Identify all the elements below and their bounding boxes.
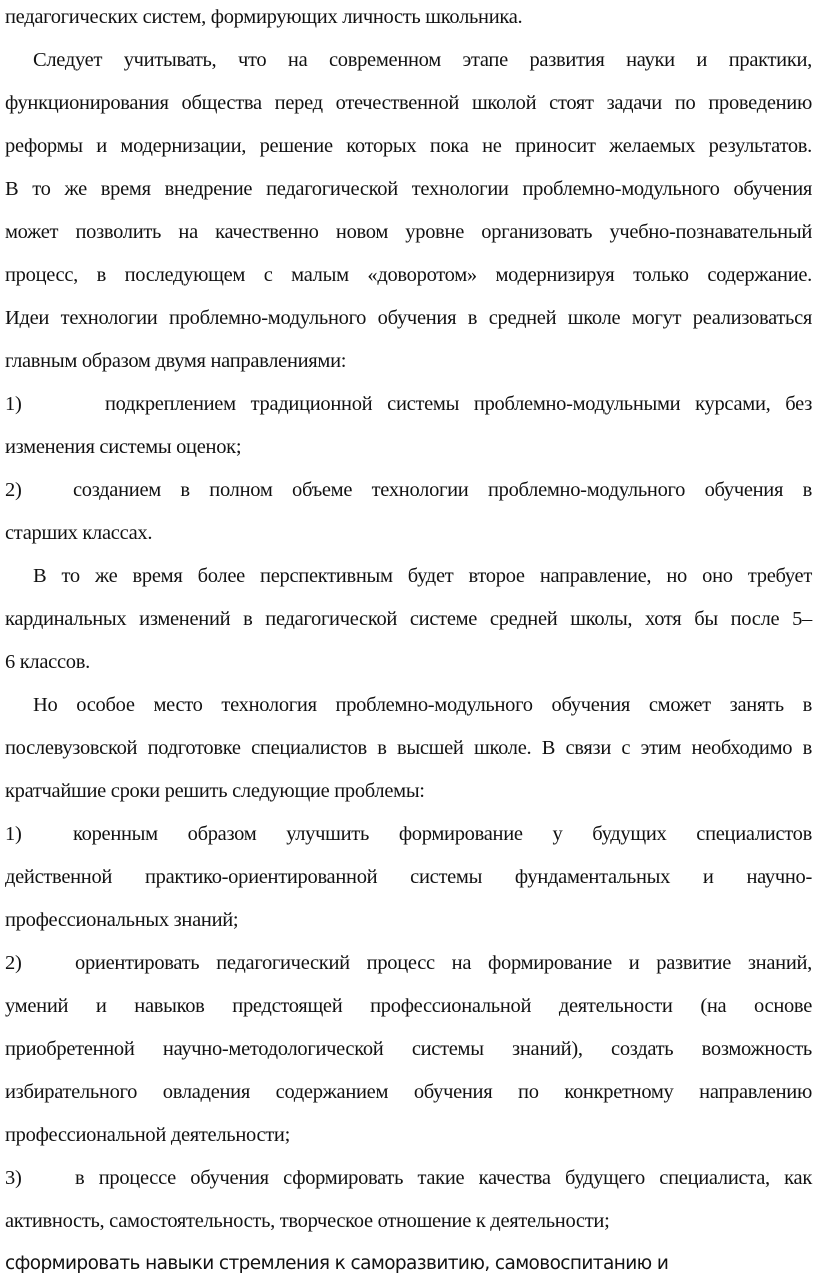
text-line: главным образом двумя направлениями: (5, 350, 347, 372)
paragraph-first-line: Но особое место технология проблемно-модульного обучения сможет занять в (33, 694, 812, 716)
text-line: 6 классов. (5, 651, 90, 673)
text-line: послевузовской подготовке специалистов в высшей школе. В связи с этим необходимо в (5, 737, 812, 759)
text-line: кратчайшие сроки решить следующие проблемы: (5, 780, 425, 802)
list-item-text: профессиональных знаний; (5, 909, 239, 931)
list-number: 1) (5, 823, 22, 845)
list-item-text: коренным образом улучшить формирование у будущих специалистов (73, 823, 812, 845)
text-line: реформы и модернизации, решение которых пока не приносит желаемых результатов. (5, 135, 812, 157)
list-number: 1) (5, 393, 22, 415)
text-line: процесс, в последующем с малым «доворотом» модернизируя только содержание. (5, 264, 812, 286)
list-number: 3) (5, 1167, 22, 1189)
list-item-text: приобретенной научно-методологической системы знаний), создать возможность (5, 1038, 812, 1060)
list-number: 2) (5, 479, 22, 501)
list-item-text: подкреплением традиционной системы проблемно-модульными курсами, без (105, 393, 812, 415)
list-item-text: активность, самостоятельность, творческое отношение к деятельности; (5, 1210, 610, 1232)
text-line: может позволить на качественно новом уровне организовать учебно-познавательный (5, 221, 812, 243)
paragraph-first-line: В то же время более перспективным будет второе направление, но оно требует (33, 565, 812, 587)
list-item-text: ориентировать педагогический процесс на формирование и развитие знаний, (75, 952, 812, 974)
list-item-text: изменения системы оценок; (5, 436, 242, 458)
list-item-text: умений и навыков предстоящей профессиональной деятельности (на основе (5, 995, 812, 1017)
list-item-text: в процессе обучения сформировать такие качества будущего специалиста, как (75, 1167, 812, 1189)
list-number: 2) (5, 952, 22, 974)
paragraph-first-line: Следует учитывать, что на современном этапе развития науки и практики, (33, 49, 812, 71)
list-item-text: избирательного овладения содержанием обучения по конкретному направлению (5, 1081, 812, 1103)
list-item-text: действенной практико-ориентированной системы фундаментальных и научно- (5, 866, 812, 888)
text-line: функционирования общества перед отечественной школой стоят задачи по проведению (5, 92, 812, 114)
text-line: Идеи технологии проблемно-модульного обучения в средней школе могут реализоваться (5, 307, 812, 329)
text-line: кардинальных изменений в педагогической системе средней школы, хотя бы после 5– (5, 608, 812, 630)
text-line: сформировать навыки стремления к саморазвитию, самовоспитанию и (5, 1253, 669, 1274)
text-line: педагогических систем, формирующих личность школьника. (5, 6, 523, 28)
list-item-text: профессиональной деятельности; (5, 1124, 290, 1146)
list-item-text: созданием в полном объеме технологии проблемно-модульного обучения в (73, 479, 812, 501)
list-item-text: старших классах. (5, 522, 153, 544)
text-line: В то же время внедрение педагогической технологии проблемно-модульного обучения (5, 178, 812, 200)
